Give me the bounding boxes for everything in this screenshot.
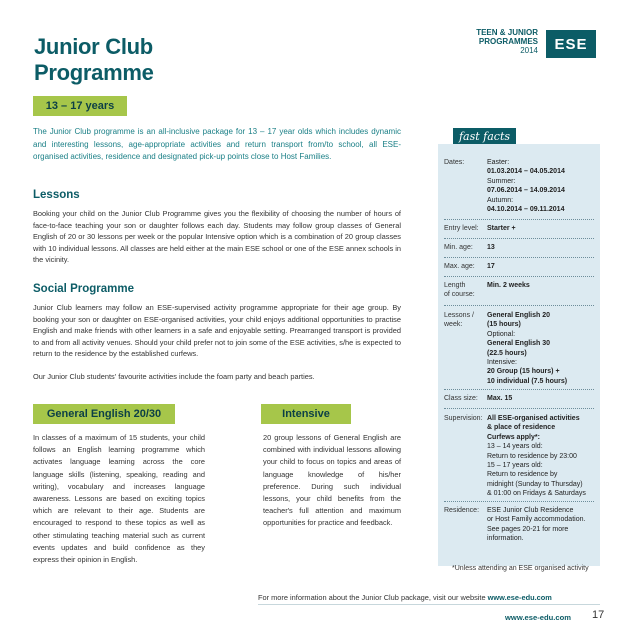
general-english-badge: General English 20/30 [33, 404, 175, 424]
lessons-intensive-1: 20 Group (15 hours) + [487, 368, 560, 376]
fact-max-age-label: Max. age: [444, 263, 475, 270]
lessons-ge20-hours: (15 hours) [487, 321, 521, 329]
summer-label: Summer: [487, 177, 516, 185]
footer-website-link[interactable]: www.ese-edu.com [505, 613, 571, 622]
lessons-ge30-hours: (22.5 hours) [487, 349, 527, 357]
tag-line-1: TEEN & JUNIOR [476, 28, 538, 37]
fact-length-value: Min. 2 weeks [487, 282, 530, 289]
lessons-paragraph: Booking your child on the Junior Club Programme gives you the flexibility of choosing the number of hours of face-to-face teaching your son or daughter follows each day. Students may follow group classes of General English of 20 or 30 lessons per week or the popular Intensive option which is a combination of 20 group classes with 10 individual lessons. All classes are held either at the main ESE school or one of the ESE annex schools in the vicinity. [33, 209, 401, 265]
age-range-badge: 13 – 17 years [33, 96, 127, 116]
fact-divider [444, 219, 594, 220]
title-line-2: Programme [34, 60, 154, 85]
footer-info [258, 593, 552, 602]
fact-length-label-2: of course: [444, 291, 475, 299]
footer-info-text: For more information about the Junior Club package, visit our website [258, 593, 488, 602]
fact-length [444, 281, 594, 300]
intensive-badge: Intensive [261, 404, 351, 424]
fact-class-size-value: Max. 15 [487, 395, 513, 402]
residence-line-1: ESE Junior Club Residence [487, 507, 574, 514]
fact-min-age [444, 243, 594, 252]
fact-lessons-label-2: week: [444, 321, 463, 329]
fact-divider [444, 501, 594, 502]
supervision-line-8: midnight (Sunday to Thursday) [487, 480, 583, 488]
ese-logo: ESE [546, 30, 596, 58]
page-number: 17 [592, 609, 605, 621]
fact-entry-level [444, 224, 594, 233]
lessons-optional: Optional: [487, 330, 516, 338]
fact-min-age-label: Min. age: [444, 244, 473, 251]
lessons-intensive: Intensive: [487, 359, 517, 367]
fact-dates [444, 158, 594, 214]
social-paragraph: Junior Club learners may follow an ESE-supervised activity programme appropriate for their age group. By booking your son or daughter on ESE-organised activities, your child enjoys additional opportunities to practise English and make friends with other learners in a safe and enjoyable setting. Prearranged transport is provided to and from all activity venues. Should your child prefer not to join some of the ESE activities, s/he is expected to return to the residence by the established curfews. [33, 303, 401, 359]
intro-paragraph: The Junior Club programme is an all-inclusive package for 13 – 17 year olds which includes dynamic and interesting lessons, age-appropriate activities and return transport from/to school, all ESE-organised activities, residence and designated pick-up points close to Host Families. [33, 127, 401, 161]
lessons-ge30: General English 30 [487, 340, 551, 348]
fact-entry-label: Entry level: [444, 225, 479, 232]
lessons-ge20: General English 20 [487, 312, 551, 319]
autumn-label: Autumn: [487, 196, 514, 204]
fact-max-age [444, 262, 594, 271]
fact-class-size-label: Class size: [444, 395, 478, 402]
fact-residence [444, 506, 594, 544]
fact-supervision-label: Supervision: [444, 415, 483, 422]
fact-min-age-value: 13 [487, 244, 495, 251]
supervision-line-7: Return to residence by [487, 471, 558, 479]
lessons-heading: Lessons [33, 189, 80, 201]
fact-lessons [444, 311, 594, 386]
fact-divider [444, 276, 594, 277]
fact-length-label-1: Length [444, 282, 466, 289]
title-line-1: Junior Club [34, 34, 153, 59]
fact-entry-value: Starter + [487, 225, 516, 232]
fast-facts-tag: fast facts [453, 128, 516, 144]
fact-dates-label: Dates: [444, 159, 465, 166]
intensive-paragraph: 20 group lessons of General English are combined with individual lessons allowing your child to focus on topics and areas of language knowledge of his/her preference. During such individual lessons, your child benefits from the teacher's full attention and maximum opportunities for practice and feedback. [263, 433, 401, 528]
programme-tag [476, 28, 538, 55]
supervision-line-9: & 01:00 on Fridays & Saturdays [487, 490, 586, 498]
page-title [34, 34, 154, 86]
social-heading: Social Programme [33, 283, 134, 295]
supervision-line-4: 13 – 14 years old: [487, 443, 543, 451]
social-favourites: Our Junior Club students' favourite activities include the foam party and beach parties. [33, 372, 315, 381]
fact-divider [444, 257, 594, 258]
fact-residence-label: Residence: [444, 507, 480, 514]
footer-divider [258, 604, 600, 605]
footer-info-link[interactable]: www.ese-edu.com [487, 593, 552, 602]
fact-divider [444, 238, 594, 239]
supervision-line-5: Return to residence by 23:00 [487, 452, 577, 460]
fact-supervision [444, 414, 594, 499]
tag-year: 2014 [520, 46, 538, 55]
fact-divider [444, 305, 594, 306]
residence-line-4: information. [487, 535, 524, 543]
residence-line-3: See pages 20-21 for more [487, 525, 569, 533]
fact-lessons-label-1: Lessons / [444, 312, 474, 319]
fact-divider [444, 408, 594, 409]
easter-dates: 01.03.2014 – 04.05.2014 [487, 168, 565, 176]
lessons-intensive-2: 10 individual (7.5 hours) [487, 377, 568, 385]
easter-label: Easter: [487, 159, 510, 166]
autumn-dates: 04.10.2014 – 09.11.2014 [487, 206, 565, 214]
fast-facts-footnote: *Unless attending an ESE organised activity [452, 565, 589, 572]
fact-class-size [444, 394, 594, 403]
supervision-line-2: & place of residence [487, 424, 556, 432]
supervision-line-1: All ESE-organised activities [487, 415, 580, 422]
fast-facts-panel [438, 144, 600, 566]
supervision-line-3: Curfews apply*: [487, 433, 540, 441]
fact-max-age-value: 17 [487, 263, 495, 270]
residence-line-2: or Host Family accommodation. [487, 516, 586, 524]
summer-dates: 07.06.2014 – 14.09.2014 [487, 187, 565, 195]
tag-line-2: PROGRAMMES [478, 37, 538, 46]
supervision-line-6: 15 – 17 years old: [487, 462, 543, 470]
fact-divider [444, 389, 594, 390]
general-english-paragraph: In classes of a maximum of 15 students, your child follows an English learning programme which activates language learning across the core language skills (listening, speaking, reading and writing), vocabulary and increases language awareness. Lessons are based on exciting topics which are relevant to their age. Students are encouraged to respond to these topics as well as other stimulating teaching material such as current events updates and build confidence as they express their opinion in English. [33, 433, 205, 565]
